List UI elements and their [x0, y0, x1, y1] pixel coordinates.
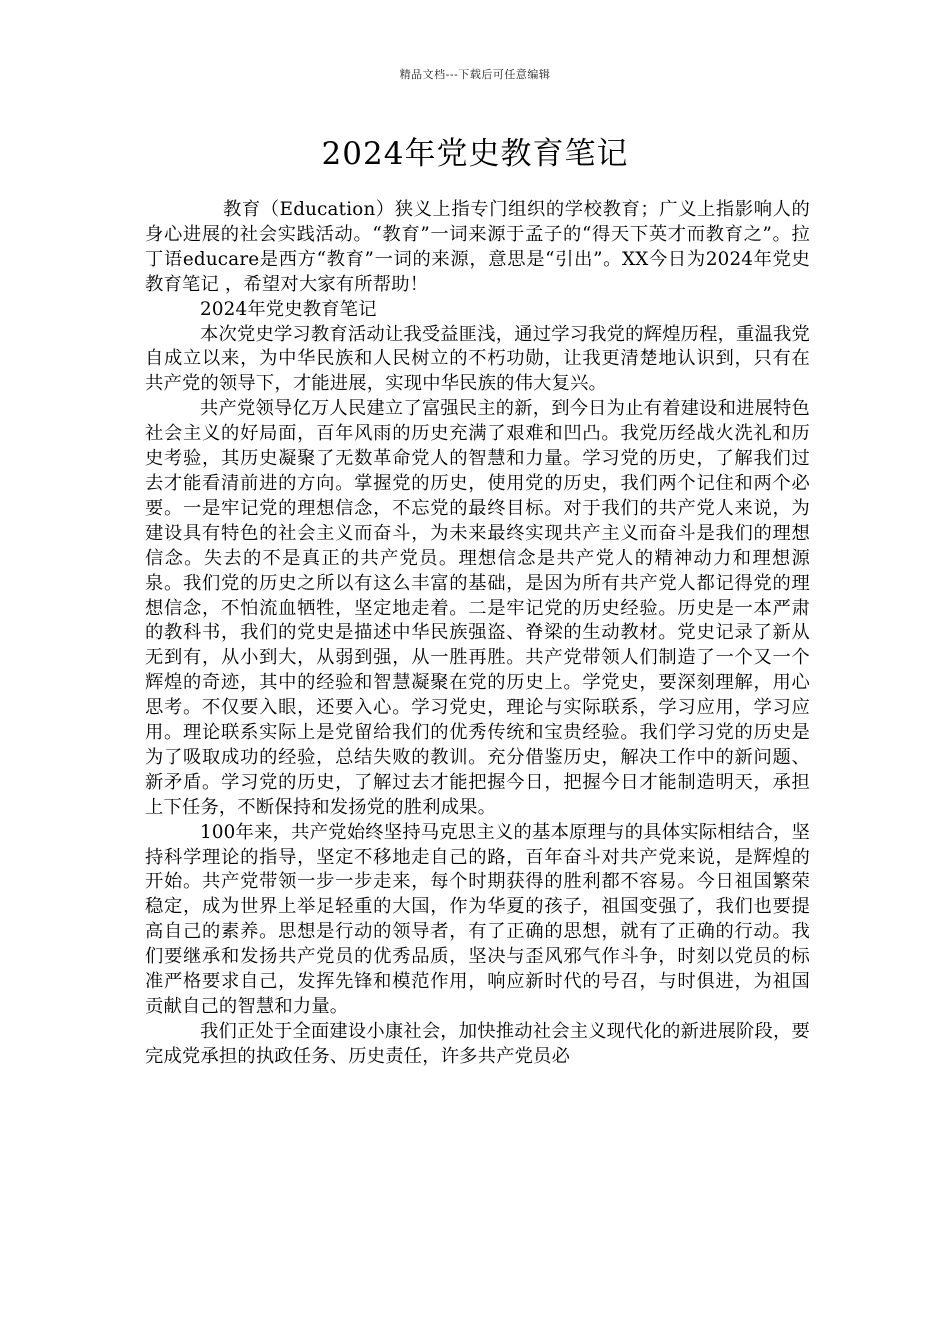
document-title: 2024年党史教育笔记	[321, 136, 629, 172]
body-paragraph: 我们正处于全面建设小康社会，加快推动社会主义现代化的新进展阶段，要完成党承担的执政任务、历史责任，许多共产党员必	[145, 1020, 810, 1067]
document-body	[145, 198, 810, 1070]
body-paragraph: 本次党史学习教育活动让我受益匪浅，通过学习我党的辉煌历程，重温我党自成立以来，为中华民族和人民树立的不朽功勋，让我更清楚地认识到，只有在共产党的领导下，才能进展，实现中华民族的伟大复兴。	[145, 323, 810, 395]
page-header-note: 精品文档---下载后可任意编辑	[399, 68, 551, 81]
intro-paragraph: 教育（Education）狭义上指专门组织的学校教育；广义上指影响人的身心进展的社会实践活动。“教育”一词来源于孟子的“得天下英才而教育之”。拉丁语educare是西方“教育”一词的来源，意思是“引出”。XX今日为2024年党史教育笔记 ，希望对大家有所帮助！	[145, 199, 810, 295]
body-paragraph: 共产党领导亿万人民建立了富强民主的新，到今日为止有着建设和进展特色社会主义的好局面，百年风雨的历史充满了艰难和凹凸。我党历经战火洗礼和历史考验，其历史凝聚了无数革命党人的智慧和力量。学习党的历史，了解我们过去才能看清前进的方向。掌握党的历史，使用党的历史，我们两个记住和两个必要。一是牢记党的理想信念，不忘党的最终目标。对于我们的共产党人来说，为建设具有特色的社会主义而奋斗，为未来最终实现共产主义而奋斗是我们的理想信念。失去的不是真正的共产党员。理想信念是共产党人的精神动力和理想源泉。我们党的历史之所以有这么丰富的基础，是因为所有共产党人都记得党的理想信念，不怕流血牺牲，坚定地走着。二是牢记党的历史经验。历史是一本严肃的教科书，我们的党史是描述中华民族强盗、脊梁的生动教材。党史记录了新从无到有，从小到大，从弱到强，从一胜再胜。共产党带领人们制造了一个又一个辉煌的奇迹，其中的经验和智慧凝聚在党的历史上。学党史，要深刻理解，用心思考。不仅要入眼，还要入心。学习党史，理论与实际联系，学习应用，学习应用。理论联系实际上是党留给我们的优秀传统和宝贵经验。我们学习党的历史是为了吸取成功的经验，总结失败的教训。充分借鉴历史，解决工作中的新问题、新矛盾。学习党的历史，了解过去才能把握今日，把握今日才能制造明天，承担上下任务，不断保持和发扬党的胜利成果。	[145, 398, 810, 818]
body-paragraph: 100年来，共产党始终坚持马克思主义的基本原理与的具体实际相结合，坚持科学理论的指导，坚定不移地走自己的路，百年奋斗对共产党来说，是辉煌的开始。共产党带领一步一步走来，每个时期获得的胜利都不容易。今日祖国繁荣稳定，成为世界上举足轻重的大国，作为华夏的孩子，祖国变强了，我们也要提高自己的素养。思想是行动的领导者，有了正确的思想，就有了正确的行动。我们要继承和发扬共产党员的优秀品质，坚决与歪风邪气作斗争，时刻以党员的标准严格要求自己，发挥先锋和模范作用，响应新时代的号召，与时俱进，为祖国贡献自己的智慧和力量。	[145, 821, 810, 1017]
section-heading: 2024年党史教育笔记	[200, 298, 377, 320]
